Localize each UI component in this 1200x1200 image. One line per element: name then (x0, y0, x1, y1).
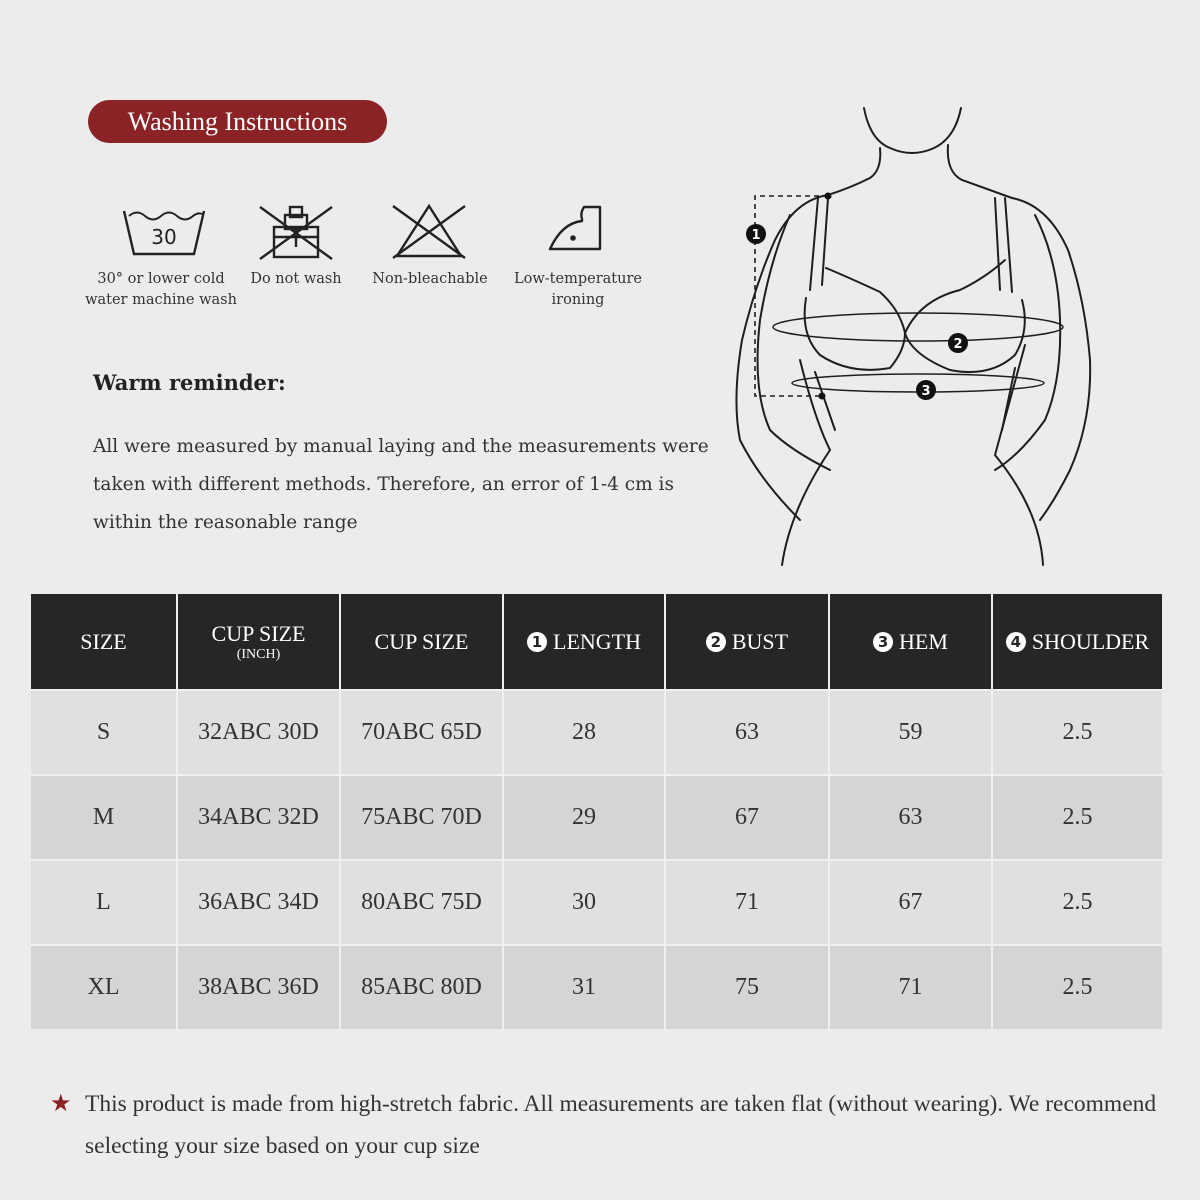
table-cell: 34ABC 32D (178, 774, 341, 859)
table-cell: 29 (504, 774, 666, 859)
table-cell: L (31, 859, 178, 944)
header-cup-size-inch: CUP SIZE (INCH) (178, 594, 341, 689)
table-cell: 31 (504, 944, 666, 1029)
washing-instructions-title: Washing Instructions (88, 100, 387, 143)
header-hem: 3 HEM (830, 594, 993, 689)
table-row (31, 689, 1162, 774)
reminder-text: All were measured by manual laying and the measurements were taken with different methods. Therefore, an error of 1-4 cm is within the reasonable range (93, 436, 709, 533)
table-cell: 63 (830, 774, 993, 859)
table-cell: M (31, 774, 178, 859)
wash-label-ironing: Low-temperature ironing (514, 271, 642, 308)
table-cell: 67 (830, 859, 993, 944)
do-not-wash-icon (258, 203, 334, 261)
table-cell: 38ABC 36D (178, 944, 341, 1029)
body-measurement-figure (730, 100, 1110, 570)
table-cell: 71 (830, 944, 993, 1029)
table-cell: 36ABC 34D (178, 859, 341, 944)
table-cell: 70ABC 65D (341, 689, 504, 774)
table-cell: 2.5 (993, 774, 1162, 859)
marker-1 (746, 224, 766, 244)
table-cell: 75 (666, 944, 830, 1029)
table-cell: XL (31, 944, 178, 1029)
wash-temp-number: 30 (151, 225, 177, 249)
machine-wash-30-icon (120, 205, 208, 260)
table-row (31, 859, 1162, 944)
table-cell: 2.5 (993, 944, 1162, 1029)
table-cell: S (31, 689, 178, 774)
table-header-row (31, 594, 1162, 689)
header-shoulder: 4 SHOULDER (993, 594, 1162, 689)
table-cell: 85ABC 80D (341, 944, 504, 1029)
table-cell: 63 (666, 689, 830, 774)
svg-text:2: 2 (953, 337, 963, 352)
header-size: SIZE (31, 594, 178, 689)
table-cell: 2.5 (993, 689, 1162, 774)
header-cup-size: CUP SIZE (341, 594, 504, 689)
footer-note (50, 1083, 1180, 1167)
table-row (31, 774, 1162, 859)
table-cell: 59 (830, 689, 993, 774)
low-temp-iron-icon (544, 203, 606, 253)
footer-text: This product is made from high-stretch fabric. All measurements are taken flat (without wearing). We recommend selecting your size based on your cup size (85, 1091, 1157, 1159)
table-cell: 75ABC 70D (341, 774, 504, 859)
wash-label-non-bleach: Non-bleachable (372, 271, 488, 287)
size-chart-table (31, 594, 1162, 1029)
star-icon: ★ (50, 1091, 72, 1117)
table-cell: 67 (666, 774, 830, 859)
table-cell: 32ABC 30D (178, 689, 341, 774)
header-bust: 2 BUST (666, 594, 830, 689)
reminder-title: Warm reminder: (93, 370, 286, 395)
table-cell: 28 (504, 689, 666, 774)
table-cell: 80ABC 75D (341, 859, 504, 944)
non-bleach-icon (391, 202, 467, 260)
table-cell: 30 (504, 859, 666, 944)
svg-text:1: 1 (751, 228, 761, 243)
marker-3 (916, 380, 936, 400)
svg-text:3: 3 (921, 384, 931, 399)
wash-label-machine: 30° or lower cold water machine wash (85, 271, 237, 308)
wash-label-do-not-wash: Do not wash (250, 271, 342, 287)
table-cell: 2.5 (993, 859, 1162, 944)
table-row (31, 944, 1162, 1029)
header-length: 1 LENGTH (504, 594, 666, 689)
marker-2 (948, 333, 968, 353)
table-cell: 71 (666, 859, 830, 944)
